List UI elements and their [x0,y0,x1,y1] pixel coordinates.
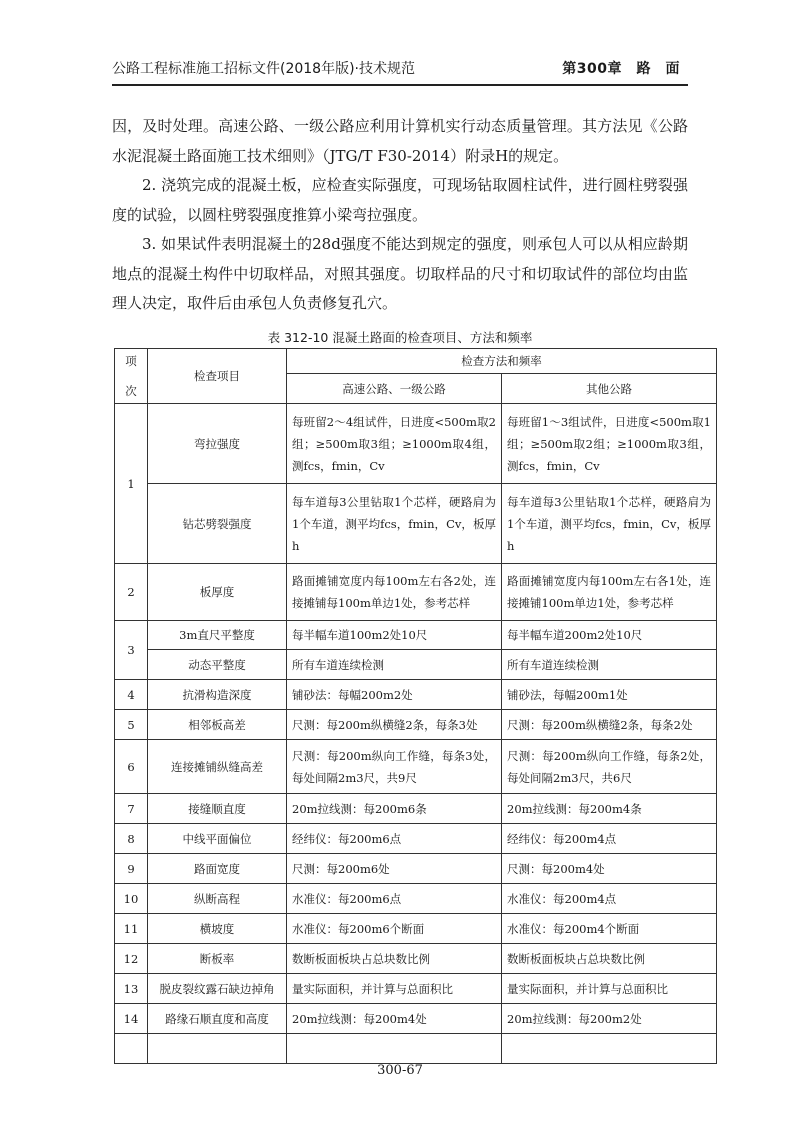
row-item: 断板率 [148,944,287,974]
row-method-other: 20m拉线测：每200m4条 [502,794,717,824]
row-method-other: 铺砂法，每幅200m1处 [502,680,717,710]
paragraph-continued: 因，及时处理。高速公路、一级公路应利用计算机实行动态质量管理。其方法见《公路水泥混凝土路面施工技术细则》（JTG/T F30-2014）附录H的规定。 [112,117,688,165]
row-no: 2 [115,564,148,621]
row-no: 8 [115,824,148,854]
row-method-highway: 铺砂法：每幅200m2处 [287,680,502,710]
table-row [115,854,717,884]
row-no: 12 [115,944,148,974]
row-method-highway: 经纬仪：每200m6点 [287,824,502,854]
row-no: 9 [115,854,148,884]
header-rule [112,84,688,86]
row-method-highway: 水准仪：每200m6个断面 [287,914,502,944]
row-method-highway: 量实际面积，并计算与总面积比 [287,974,502,1004]
row-method-highway: 20m拉线测：每200m4处 [287,1004,502,1034]
row-method-highway: 水准仪：每200m6点 [287,884,502,914]
row-no: 6 [115,740,148,794]
body-text [112,112,688,319]
row-method-highway: 每车道每3公里钻取1个芯样，硬路肩为1个车道，测平均fcs，fmin，Cv，板厚h [287,484,502,564]
row-no: 13 [115,974,148,1004]
header-highway: 高速公路、一级公路 [287,374,502,404]
row-method-other: 量实际面积，并计算与总面积比 [502,974,717,1004]
table-row [115,484,717,564]
row-method-highway: 数断板面板块占总块数比例 [287,944,502,974]
row-item: 相邻板高差 [148,710,287,740]
table-row [115,621,717,650]
row-method-other: 所有车道连续检测 [502,650,717,680]
row-no: 14 [115,1004,148,1034]
row-method-other: 水准仪：每200m4点 [502,884,717,914]
row-item [148,1034,287,1064]
row-item: 板厚度 [148,564,287,621]
row-item: 纵断高程 [148,884,287,914]
row-no: 11 [115,914,148,944]
row-method-other: 尺测：每200m纵向工作缝，每条2处，每处间隔2m3尺，共6尺 [502,740,717,794]
header-doc-title: 公路工程标准施工招标文件(2018年版)·技术规范 [112,61,416,77]
row-method-other: 每半幅车道200m2处10尺 [502,621,717,650]
page-header [112,58,688,82]
row-no: 5 [115,710,148,740]
row-method-other: 路面摊铺宽度内每100m左右各1处，连接摊铺100m单边1处，参考芯样 [502,564,717,621]
row-method-highway: 尺测：每200m6处 [287,854,502,884]
row-method-other: 每车道每3公里钻取1个芯样，硬路肩为1个车道，测平均fcs，fmin，Cv，板厚h [502,484,717,564]
row-method-other: 数断板面板块占总块数比例 [502,944,717,974]
header-method: 检查方法和频率 [287,349,717,374]
row-item: 接缝顺直度 [148,794,287,824]
row-method-highway: 路面摊铺宽度内每100m左右各2处，连接摊铺每100m单边1处，参考芯样 [287,564,502,621]
table-row [115,564,717,621]
row-item: 连接摊铺纵缝高差 [148,740,287,794]
table-row [115,794,717,824]
row-item: 动态平整度 [148,650,287,680]
table-row [115,740,717,794]
row-item: 弯拉强度 [148,404,287,484]
row-item: 路缘石顺直度和高度 [148,1004,287,1034]
table-row [115,1034,717,1064]
paragraph-3: 3. 如果试件表明混凝土的28d强度不能达到规定的强度，则承包人可以从相应龄期地点的混凝土构件中切取样品，对照其强度。切取样品的尺寸和切取试件的部位均由监理人决定，取件后由承包人负责修复孔穴。 [112,235,688,312]
table-row [115,974,717,1004]
table-row [115,914,717,944]
table-row [115,1004,717,1034]
row-method-other: 每班留1～3组试件，日进度<500m取1组；≥500m取2组；≥1000m取3组，测fcs，fmin，Cv [502,404,717,484]
row-no: 4 [115,680,148,710]
table-row [115,884,717,914]
row-no: 10 [115,884,148,914]
table-row [115,824,717,854]
row-item: 钻芯劈裂强度 [148,484,287,564]
row-item: 脱皮裂纹露石缺边掉角 [148,974,287,1004]
header-chapter: 第300章 路 面 [562,61,680,77]
row-method-highway [287,1034,502,1064]
row-method-highway: 每半幅车道100m2处10尺 [287,621,502,650]
row-method-highway: 所有车道连续检测 [287,650,502,680]
row-method-other: 经纬仪：每200m4点 [502,824,717,854]
table-row [115,710,717,740]
row-item: 路面宽度 [148,854,287,884]
row-method-other [502,1034,717,1064]
row-method-highway: 20m拉线测：每200m6条 [287,794,502,824]
row-method-other: 尺测：每200m纵横缝2条，每条2处 [502,710,717,740]
header-no: 项 次 [115,349,148,404]
row-method-other: 水准仪：每200m4个断面 [502,914,717,944]
row-method-highway: 尺测：每200m纵向工作缝，每条3处，每处间隔2m3尺，共9尺 [287,740,502,794]
row-method-other: 20m拉线测：每200m2处 [502,1004,717,1034]
inspection-table [114,348,717,1064]
row-item: 中线平面偏位 [148,824,287,854]
row-method-other: 尺测：每200m4处 [502,854,717,884]
table-row [115,944,717,974]
row-method-highway: 每班留2～4组试件，日进度<500m取2组；≥500m取3组；≥1000m取4组，测fcs，fmin，Cv [287,404,502,484]
table-row [115,404,717,484]
table-row [115,650,717,680]
header-item: 检查项目 [148,349,287,404]
paragraph-2: 2. 浇筑完成的混凝土板，应检查实际强度，可现场钻取圆柱试件，进行圆柱劈裂强度的试验，以圆柱劈裂强度推算小梁弯拉强度。 [112,176,688,224]
table-caption: 表 312-10 混凝土路面的检查项目、方法和频率 [267,330,533,345]
row-item: 抗滑构造深度 [148,680,287,710]
page-number: 300-67 [377,1063,423,1078]
row-no: 3 [115,621,148,680]
row-no [115,1034,148,1064]
row-no: 7 [115,794,148,824]
row-item: 3m直尺平整度 [148,621,287,650]
row-no: 1 [115,404,148,564]
row-method-highway: 尺测：每200m纵横缝2条，每条3处 [287,710,502,740]
row-item: 横坡度 [148,914,287,944]
header-other: 其他公路 [502,374,717,404]
table-row [115,680,717,710]
